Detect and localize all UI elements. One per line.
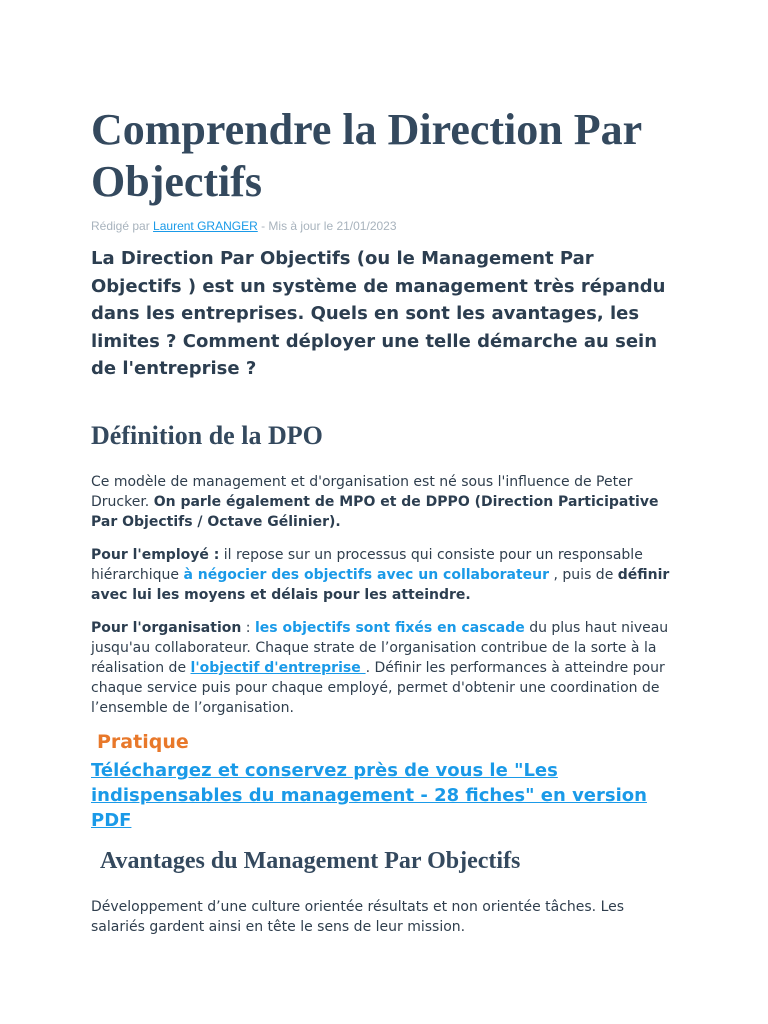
page-title: Comprendre la Direction Par Objectifs [91, 105, 642, 206]
negotiate-objectives-link[interactable]: à négocier des objectifs avec un collaborateur [183, 567, 550, 583]
download-pdf-link[interactable]: Téléchargez et conservez près de vous le "Les indispensables du management - 28 fiches" en version PDF [91, 760, 647, 831]
p3-text3: . Définir les performances à atteindre pour chaque service puis pour chaque employé, permet d'obtenir une coordination de l’ensemble de l’organisation. [91, 660, 665, 716]
lead-paragraph: La Direction Par Objectifs (ou le Management Par Objectifs ) est un système de management très répandu dans les entreprises. Quels en sont les avantages, les limites ? Comment déployer une telle démarche au sein de l'entreprise ? [91, 248, 666, 379]
meta-updated: - Mis à jour le 21/01/2023 [257, 219, 397, 233]
article-meta [91, 219, 397, 233]
definition-paragraph-organisation [91, 618, 681, 718]
author-link[interactable]: Laurent GRANGER [153, 219, 258, 233]
p1-text: Ce modèle de management et d'organisation est né sous l'influence de Peter Drucker. [91, 474, 633, 510]
meta-prefix: Rédigé par [91, 219, 154, 233]
definition-paragraph-employee [91, 545, 681, 605]
company-objective-link[interactable]: l'objectif d'entreprise [190, 660, 366, 676]
cascade-objectives-link[interactable]: les objectifs sont fixés en cascade [254, 620, 525, 636]
p2-text2: , puis de [549, 567, 618, 583]
p2-bold: définir avec lui les moyens et délais pour les atteindre. [91, 567, 670, 603]
p3-label: Pour l'organisation [91, 620, 242, 636]
p3-text1: : [241, 620, 255, 636]
p2-text1: il repose sur un processus qui consiste pour un responsable hiérarchique [91, 547, 643, 583]
p1-bold: On parle également de MPO et de DPPO (Direction Participative Par Objectifs / Octave Gélinier). [91, 494, 659, 530]
practice-label: Pratique [97, 731, 189, 753]
p2-label: Pour l'employé : [91, 547, 220, 563]
p3-text2: du plus haut niveau jusqu'au collaborateur. Chaque strate de l’organisation contribue de la sorte à la réalisation de [91, 620, 669, 676]
section-heading-advantages: Avantages du Management Par Objectifs [100, 848, 521, 874]
definition-paragraph-1 [91, 472, 681, 532]
advantages-paragraph-1: Développement d’une culture orientée résultats et non orientée tâches. Les salariés gardent ainsi en tête le sens de leur mission. [91, 899, 625, 935]
section-heading-definition: Définition de la DPO [91, 421, 323, 450]
